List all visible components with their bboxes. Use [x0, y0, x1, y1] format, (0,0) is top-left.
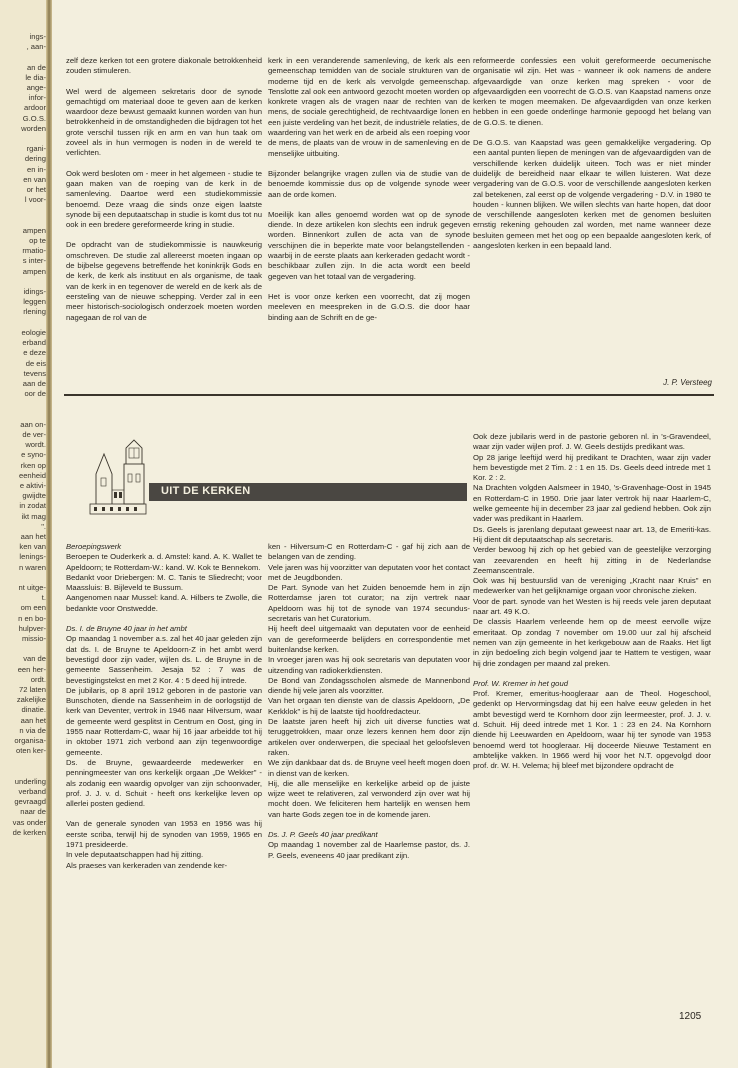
top-column-3: [473, 56, 711, 251]
church-illustration-icon: [88, 434, 148, 516]
bottom-column-2: [268, 542, 470, 861]
paragraph: Aangenomen naar Mussel: kand. A. Hilbers te Zwolle, die bedankte voor Onstwedde.: [66, 593, 262, 613]
paragraph: Het is voor onze kerken een voorrecht, dat zij mogen meeleven en meespreken in de G.O.S. die door haar binding aan de Schrift en de ge-: [268, 291, 470, 322]
paragraph: Bijzonder belangrijke vragen zullen via de studie van de benoemde kommissie dus op de volgende synode weer aan de orde komen.: [268, 168, 470, 199]
paragraph: De jubilaris, op 8 april 1912 geboren in de pastorie van Bunschoten, diende na Sassenheim in de oorlogstijd de kerk van Deventer, vertrok in 1946 naar Hilversum, waar de gemeente werd gesplitst in Centrum en Oost, ging in 1955 naar Rotterdam-C, waar hij 16 jaar arbeidde tot hij in oktober 1971 zich verbond aan zijn tegenwoordige gemeente.: [66, 685, 262, 757]
heading-de-bruyne: Ds. I. de Bruyne 40 jaar in het ambt: [66, 624, 187, 634]
paragraph: We zijn dankbaar dat ds. de Bruyne veel heeft mogen doen in dienst van de kerken.: [268, 758, 470, 778]
paragraph: Verder bewoog hij zich op het gebied van de geestelijke verzorging van zeevarenden en heeft hij zitting in de Nederlandse Zeemanscentrale.: [473, 545, 711, 575]
paragraph: In vele deputaatschappen had hij zitting.: [66, 850, 204, 860]
paragraph: Vele jaren was hij voorzitter van deputaten voor het contact met de Jeugdbonden.: [268, 562, 470, 582]
page-fold: [46, 0, 52, 1068]
margin-text-fragments: ings- , aan- an de le dia- ange- infor- ardoor G.O.S. worden rgani- dering en in- en van or het l voor- ampen op te rmatio- s inter- ampen idings- leggen rlening eologie erband e deze de eis tevens aan de oor de aan on- de ver- wordt. e syno- rken op eenheid e aktivi- gwijdte in zodat ikt mag ". aan het ken van lenings- n waren nt uitge- t. om een n en bo- hulpver- missio- van de een her- ordt. 72 laten zakelijke dinatie. aan het n via de organisa- oten ker- underling verband gevraagd naar de vas onder de kerken: [12, 32, 46, 837]
paragraph: Beroepen te Ouderkerk a. d. Amstel: kand. A. K. Wallet te Apeldoorn; te Rotterdam-W.: kand. W. Kok te Bennekom.: [66, 552, 262, 572]
paragraph: De opdracht van de studiekommissie is nauwkeurig omschreven. De studie zal allereerst moeten ingaan op de bijbelse gegevens betreffende het koninkrijk Gods en de kerk, de kerk als instituut en als organisme, de taak van de kerk in en tegenover de wereld en de kerk als de eersteling van de nieuwe schepping. Verder zal in een meer historisch-sociologisch onderzoek moeten worden nagegaan de rol van de: [66, 240, 262, 322]
paragraph: Hij, die alle menselijke en kerkelijke arbeid op de juiste wijze weet te relativeren, zal verwonderd zijn over wat hij mocht doen. We feliciteren hem hartelijk en wensen hem van harte Gods zegen toe in de komende jaren.: [268, 778, 470, 819]
paragraph: De Bond van Zondagsscholen alsmede de Mannenbond diende hij vele jaren als voorzitter.: [268, 675, 470, 696]
paragraph: Van de generale synoden van 1953 en 1956 was hij eerste scriba, terwijl hij de synoden van 1959, 1965 en 1971 presideerde.: [66, 819, 262, 850]
heading-geels: Ds. J. P. Geels 40 jaar predikant: [268, 830, 378, 840]
author-signature: J. P. Versteeg: [663, 378, 712, 387]
paragraph: Na Drachten volgden Aalsmeer in 1940, 's-Gravenhage-Oost in 1945 en Rotterdam-C in 1950. Drie jaar later vertrok hij naar Haarlem-C, welke gemeente hij in december 23 jaar zal gediend hebben. Ook zijn vader was predikant in Haarlem.: [473, 483, 711, 524]
paragraph: Op maandag 1 november zal de Haarlemse pastor, ds. J. P. Geels, eveneens 40 jaar predikant zijn.: [268, 840, 470, 860]
paragraph: Hij heeft deel uitgemaakt van deputaten voor de eenheid van de gereformeerde belijders en correspondentie met buitenlandse kerken.: [268, 624, 470, 654]
bottom-column-1: [66, 542, 262, 871]
paragraph: Ook werd besloten om - meer in het algemeen - studie te gaan maken van de roeping van de kerk in de samenleving. Daartoe werd een studiekommissie benoemd. Deze vraag die sinds onze eigen laatste synode bij een deputaatschap in studie is komt dus tot nu ook in een bredere gereformeerde kring in studie.: [66, 168, 262, 230]
page-number: 1205: [679, 1011, 702, 1022]
paragraph: De classis Haarlem verleende hem op de meest eervolle wijze emeritaat. Op zondag 7 november om 19.00 uur zal hij afscheid nemen van zijn gemeente in het kerkgebouw aan de Raaks. Het ligt in zijn bedoeling zich begin volgend jaar te Hattem te vestigen, waar hij drie zondagen per maand zal preken.: [473, 617, 711, 668]
paragraph: Prof. Kremer, emeritus-hoogleraar aan de Theol. Hogeschool, gedenkt op Hervormingsdag dat hij een halve eeuw geleden in het ambt bevestigd werd te Kornhorn door zijn leermeester, prof. J. J. v. d. Schuit. Hij deed intrede met 1 Kor. 1 : 23 en 24. Na Kornhorn diende hij Leeuwarden en Apeldoorn, waar hij ter synode van 1953 benoemd werd tot hoogleraar. Hij doceerde Nieuwe Testament en ambtelijke vakken. In 1966 werd hij voor het N.T. opgevolgd door prof. dr. W. H. Velema; hij bleef met bijzondere opdracht de: [473, 689, 711, 771]
paragraph: kerk in een veranderende samenleving, de kerk als een gemeenschap temidden van de sociale strukturen van de moderne tijd en de kerk als vervolgde gemeenschap. Tenslotte zal ook een antwoord gezocht moeten worden op konkrete vragen als de vragen naar de rechten van de mens, de sociale gerechtigheid, de rechtvaardige lonen en een juiste verdeling van het bezit, de industriële relaties, de waardering van het werk en de arbeid als een roeping voor de mens, de plaats van de vrouw in de samenleving en de menselijke uitbuiting.: [268, 56, 470, 158]
paragraph: Voor de part. synode van het Westen is hij reeds vele jaren deputaat naar art. 49 K.O.: [473, 596, 711, 617]
paragraph: Op maandag 1 november a.s. zal het 40 jaar geleden zijn dat ds. I. de Bruyne te Apeldoorn-Z in het ambt werd bevestigd door zijn vader, wijlen ds. L. de Bruyne in de gemeente Sassenheim. Jesaja 52 : 7 was de bevestigingstekst en met 2 Kor. 4 : 5 deed hij intrede.: [66, 634, 262, 685]
paragraph: ken - Hilversum-C en Rotterdam-C - gaf hij zich aan de belangen van de zending.: [268, 542, 470, 562]
paragraph: In vroeger jaren was hij ook secretaris van deputaten voor uitzending van radiokerkdiensten.: [268, 655, 470, 675]
section-title: UIT DE KERKEN: [161, 485, 251, 497]
paragraph: zelf deze kerken tot een grotere diakonale betrokkenheid zouden stimuleren.: [66, 56, 262, 76]
paragraph: Ook was hij bestuurslid van de vereniging „Kracht naar Kruis" en medewerker van het gelijknamige orgaan voor chronische zieken.: [473, 576, 711, 596]
paragraph: Wel werd de algemeen sekretaris door de synode gemachtigd om materiaal dooe te geven aan de kerken waardoor deze bewust gemaakt kunnen worden van hun betrokkenheid in de omstandigheden die bijdragen tot het grote verschil tussen rijk en arm en van hun taak om zoveel als in hun vermogen is noden in de wereld te verlichten.: [66, 86, 262, 158]
paragraph: Van het orgaan ten dienste van de classis Apeldoorn, „De Kerkklok" is hij de laatste tijd hoofdredacteur.: [268, 696, 470, 716]
paragraph: Als praeses van kerkeraden van zendende ker-: [66, 860, 228, 870]
paragraph: Ds. de Bruyne, gewaardeerde medewerker en penningmeester van ons kerkelijk orgaan „De Wekker" - als zodanig een waardig opvolger van zijn schoonvader, prof. J. J. v. d. Schuit - heeft ons kerkelijke leven op allerlei posten gediend.: [66, 757, 262, 809]
paragraph: De Part. Synode van het Zuiden benoemde hem in zijn Rotterdamse jaren tot curator; na zijn vertrek naar Apeldoorn was hij tot de synode van 1974 secundus-secretaris van het Curatorium.: [268, 583, 470, 624]
section-divider: [64, 394, 714, 396]
paragraph: Moeilijk kan alles genoemd worden wat op de synode diende. In deze artikelen kon slechts een indruk gegeven worden. Binnenkort zullen de acta van de synode verschijnen die in beperkte mate voor belangstellenden - waarbij in de eerste plaats aan kerkeraden gedacht wordt - beschikbaar zullen zijn. In die acta wordt een beeld gegeven van het totaal van de vergadering.: [268, 209, 470, 281]
paragraph: Ook deze jubilaris werd in de pastorie geboren nl. in 's-Gravendeel, waar zijn vader wijlen prof. J. W. Geels destijds predikant was.: [473, 432, 711, 452]
top-column-2: [268, 56, 470, 323]
paragraph: De G.O.S. van Kaapstad was geen gemakkelijke vergadering. Op een aantal punten liepen de meningen van de afgevaardigden van de verschillende kerken duidelijk uiteen. Toch was er niet minder duidelijk de bereidheid naar elkaar te willen luisteren. Wat deze vergadering van de G.O.S. voor de verschillende aangesloten kerken zal betekenen, zal eerst op de volgende vergadering - D.V. in 1980 te houden - kunnen blijken. We willen slechts van harte hopen, dat door de verschillende aangesloten kerken met de genomen besluiten ernstig rekening gehouden zal worden, met name wanneer deze besluiten gemeen met het oog op een bepaalde aangesloten kerk, of aangesloten kerken in een bepaald land.: [473, 138, 711, 251]
paragraph: Bedankt voor Driebergen: M. C. Tanis te Sliedrecht; voor Maassluis: B. Bijleveld te Bussum.: [66, 572, 262, 593]
paragraph: De laatste jaren heeft hij zich uit diverse functies wat teruggetrokken, maar onze lezers kennen hem door zijn artikelen over onderwerpen, die speciaal het geloofsleven raken.: [268, 717, 470, 757]
bottom-column-3: [473, 432, 711, 772]
top-column-1: [66, 56, 262, 323]
paragraph: Op 28 jarige leeftijd werd hij predikant te Drachten, waar zijn vader hem bevestigde met 2 Tim. 2 : 1 en 15. Ds. Geels deed intrede met 1 Kor. 2 : 2.: [473, 452, 711, 483]
section-banner: [149, 483, 467, 501]
heading-kremer: Prof. W. Kremer in het goud: [473, 678, 568, 688]
heading-beroepingswerk: Beroepingswerk: [66, 542, 122, 551]
left-page-margin: [0, 0, 50, 1068]
paragraph: reformeerde confessies een voluit gereformeerde oecumenische organisatie wil zijn. Het was - wanneer ik ook namens de andere afgevaardigde van onze kerken mag spreken - voor de afgevaardigden een voorrecht de G.O.S. van Kaapstad namens onze kerken te mogen meemaken. De afgevaardigden van onze kerken hebben in een goede onderlinge harmonie gepoogd het belang van de G.O.S. te dienen.: [473, 56, 711, 127]
paragraph: Ds. Geels is jarenlang deputaat geweest naar art. 13, de Emeriti-kas. Hij dient dit deputaatschap als secretaris.: [473, 524, 711, 544]
